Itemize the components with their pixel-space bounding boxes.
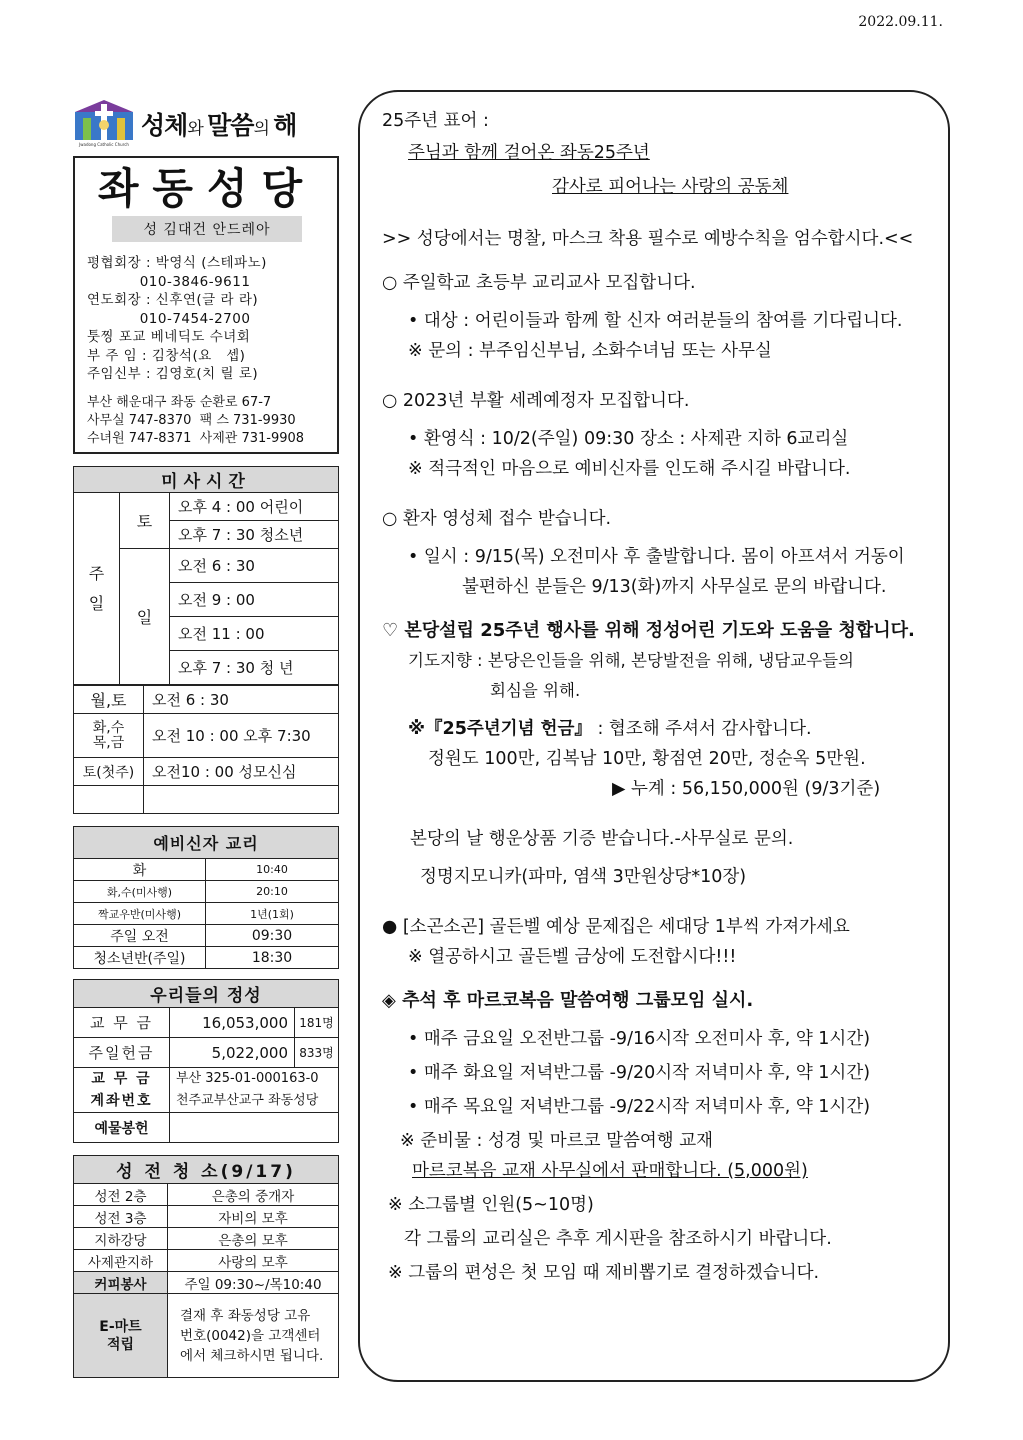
catechumen-time: 09:30 xyxy=(206,925,339,947)
announcements-panel xyxy=(358,90,950,1382)
offering-amount: 16,053,000 xyxy=(170,1008,295,1038)
mass-times-title: 미사시간 xyxy=(74,467,339,493)
weekday-label: 월,토 xyxy=(74,686,144,714)
info-line: 연도회장 : 신후연(글 라 라) xyxy=(87,292,259,308)
offering-label: 교 무 금 xyxy=(74,1008,170,1038)
mass-time: 오전 6 : 30 xyxy=(170,549,339,583)
offering-amount: 5,022,000 xyxy=(170,1038,295,1068)
cleaning-place: 커피봉사 xyxy=(74,1272,168,1294)
saturday-label: 토 xyxy=(120,493,170,549)
account-label: 교 무 금 계좌번호 xyxy=(74,1068,170,1113)
mark-group-1: • 매주 금요일 오전반그룹 -9/16시작 오전미사 후, 약 1시간) xyxy=(408,1029,871,1049)
address-line: 부산 해운대구 좌동 순환로 67-7 xyxy=(87,394,272,410)
offering-table xyxy=(73,979,339,1143)
emart-text: 결재 후 좌동성당 고유 번호(0042)을 고객센터 에서 체크하시면 됩니다. xyxy=(168,1294,339,1378)
anniversary-notice: ♡ 본당설립 25주년 행사를 위해 정성어린 기도와 도움을 청합니다. xyxy=(382,620,915,641)
sunday-school-target: • 대상 : 어린이들과 함께 할 신자 여러분들의 참여를 기다립니다. xyxy=(408,311,903,331)
church-name: 좌동성당 xyxy=(97,164,317,213)
baptism-note: ※ 적극적인 마음으로 예비신자를 인도해 주시길 바랍니다. xyxy=(408,459,851,479)
left-column xyxy=(73,96,339,1378)
cleaning-place: 성전 2층 xyxy=(74,1184,168,1206)
mark-group-2: • 매주 화요일 저녁반그룹 -9/20시작 저녁미사 후, 약 1시간) xyxy=(408,1063,871,1083)
year-theme-title: 성체와 말씀의 해 xyxy=(141,111,297,140)
cleaning-title: 성 전 청 소(9/17) xyxy=(74,1156,339,1184)
cleaning-group: 자비의 모후 xyxy=(168,1206,339,1228)
catechumen-label: 화,수(미사행) xyxy=(74,881,206,903)
sunday-school-contact: ※ 문의 : 부주임신부님, 소화수녀님 또는 사무실 xyxy=(408,341,772,361)
goldenbell-notice: ● [소곤소곤] 골든벨 예상 문제집은 세대당 1부씩 가져가세요 xyxy=(382,917,850,937)
church-info-box xyxy=(73,156,339,454)
mass-time: 오전 9 : 00 xyxy=(170,583,339,617)
catechumen-label: 짝교우반(미사행) xyxy=(74,903,206,925)
catechumen-time: 10:40 xyxy=(206,859,339,881)
mass-time: 오전 6 : 30 xyxy=(144,686,339,714)
sunday-day-label: 일 xyxy=(120,549,170,685)
sick-communion-date: • 일시 : 9/15(목) 오전미사 후 출발합니다. 몸이 아프셔서 거동이 xyxy=(408,547,905,567)
mass-time: 오후 4 : 00 어린이 xyxy=(170,493,339,521)
logo-caption: Jwadong Catholic Church xyxy=(79,142,129,147)
sunday-school-notice: ○ 주일학교 초등부 교리교사 모집합니다. xyxy=(382,273,696,293)
catechumen-label: 청소년반(주일) xyxy=(74,947,206,969)
mark-group-organization: ※ 그룹의 편성은 첫 모임 때 제비뽑기로 결정하겠습니다. xyxy=(388,1263,820,1283)
catechumen-title: 예비신자 교리 xyxy=(74,827,339,859)
prayer-intention-2: 회심을 위해. xyxy=(490,681,581,700)
patron-saint: 성 김대건 안드레아 xyxy=(112,216,302,242)
logo-row xyxy=(73,96,339,152)
goldenbell-note: ※ 열공하시고 골든벨 금상에 도전합시다!!! xyxy=(408,947,737,967)
weekday-label xyxy=(74,786,144,814)
mass-time xyxy=(144,786,339,814)
donation-value xyxy=(170,1113,339,1143)
prayer-intention-1: 기도지향 : 본당은인들을 위해, 본당발전을 위해, 냉담교우들의 xyxy=(408,651,854,670)
catechumen-time: 18:30 xyxy=(206,947,339,969)
cleaning-place: 지하강당 xyxy=(74,1228,168,1250)
church-logo-icon xyxy=(73,98,135,150)
catechumen-table xyxy=(73,826,339,969)
catechumen-time: 1년(1회) xyxy=(206,903,339,925)
offering-count: 833명 xyxy=(295,1038,339,1068)
mass-time: 오전 11 : 00 xyxy=(170,617,339,651)
anniversary-donation: ※『25주년기념 헌금』 : 협조해 주셔서 감사합니다. xyxy=(408,719,812,739)
mark-group-3: • 매주 목요일 저녁반그룹 -9/22시작 저녁미사 후, 약 1시간) xyxy=(408,1097,871,1117)
weekday-label: 화,수 목,금 xyxy=(74,714,144,758)
baptism-welcome: • 환영식 : 10/2(주일) 09:30 장소 : 사제관 지하 6교리실 xyxy=(408,429,849,449)
motto-line-2: 감사로 피어나는 사랑의 공동체 xyxy=(552,177,789,197)
offering-count: 181명 xyxy=(295,1008,339,1038)
mark-gospel-title: ◈ 추석 후 마르코복음 말씀여행 그룹모임 실시. xyxy=(382,990,754,1011)
cleaning-place: 사제관지하 xyxy=(74,1250,168,1272)
catechumen-time: 20:10 xyxy=(206,881,339,903)
donation-label: 예물봉헌 xyxy=(74,1113,170,1143)
account-number: 부산 325-01-000163-0 xyxy=(176,1071,319,1086)
info-line: 툿찡 포교 베네딕도 수녀회 xyxy=(87,329,251,345)
mark-classroom: 각 그룹의 교리실은 추후 게시판을 참조하시기 바랍니다. xyxy=(404,1229,832,1249)
info-line: 평협회장 : 박영식 (스테파노) xyxy=(87,255,267,271)
cleaning-table xyxy=(73,1155,339,1378)
bulletin-date: 2022.09.11. xyxy=(858,14,943,30)
cleaning-place: 성전 3층 xyxy=(74,1206,168,1228)
baptism-notice: ○ 2023년 부활 세례예정자 모집합니다. xyxy=(382,391,690,411)
mass-time: 오전 10 : 00 오후 7:30 xyxy=(144,714,339,758)
sick-communion-notice: ○ 환자 영성체 접수 받습니다. xyxy=(382,509,612,529)
sick-communion-date-2: 불편하신 분들은 9/13(화)까지 사무실로 문의 바랍니다. xyxy=(462,577,887,597)
motto-line-1: 주님과 함께 걸어온 좌동25주년 xyxy=(408,143,650,163)
cleaning-group: 주일 09:30~/목10:40 xyxy=(168,1272,339,1294)
sunday-label: 주 일 xyxy=(74,493,120,685)
info-line: 010-3846-9611 xyxy=(87,273,251,290)
phone-line: 사무실 747-8370 팩 스 731-9930 xyxy=(87,412,296,428)
cleaning-group: 사랑의 모후 xyxy=(168,1250,339,1272)
cleaning-group: 은총의 모후 xyxy=(168,1228,339,1250)
weekday-label: 토(첫주) xyxy=(74,758,144,786)
mark-preparation: ※ 준비물 : 성경 및 마르코 말씀여행 교재 xyxy=(400,1131,714,1151)
info-line: 주임신부 : 김영호(치 릴 로) xyxy=(87,366,259,382)
catechumen-label: 주일 오전 xyxy=(74,925,206,947)
offering-label: 주일헌금 xyxy=(74,1038,170,1068)
account-holder: 천주교부산교구 좌동성당 xyxy=(176,1093,319,1108)
gift-donor: 정명지모니카(파마, 염색 3만원상당*10장) xyxy=(420,867,747,887)
mass-time: 오후 7 : 30 청소년 xyxy=(170,521,339,549)
donation-total: ▶ 누계 : 56,150,000원 (9/3기준) xyxy=(612,779,881,799)
motto-label: 25주년 표어 : xyxy=(382,111,489,131)
offering-title: 우리들의 정성 xyxy=(74,980,339,1008)
cleaning-group: 은총의 중개자 xyxy=(168,1184,339,1206)
mass-time: 오후 7 : 30 청 년 xyxy=(170,651,339,685)
mark-textbook-sale: 마르코복음 교재 사무실에서 판매합니다. (5,000원) xyxy=(412,1161,808,1181)
emart-label: E-마트 적립 xyxy=(74,1294,168,1378)
catechumen-label: 화 xyxy=(74,859,206,881)
donor-list: 정원도 100만, 김복남 10만, 황점연 20만, 정순옥 5만원. xyxy=(428,749,866,769)
mass-time: 오전10 : 00 성모신심 xyxy=(144,758,339,786)
account-info xyxy=(170,1068,339,1113)
covid-notice: >> 성당에서는 명찰, 마스크 착용 필수로 예방수칙을 엄수합시다.<< xyxy=(382,229,914,249)
phone-line: 수녀원 747-8371 사제관 731-9908 xyxy=(87,430,305,446)
info-line: 부 주 임 : 김창석(요 셉) xyxy=(87,347,246,364)
info-line: 010-7454-2700 xyxy=(87,310,251,327)
mass-times-table xyxy=(73,466,339,685)
gift-notice: 본당의 날 행운상품 기증 받습니다.-사무실로 문의. xyxy=(410,829,794,849)
mark-small-group: ※ 소그룹별 인원(5~10명) xyxy=(388,1195,594,1215)
weekday-mass-table xyxy=(73,685,339,814)
